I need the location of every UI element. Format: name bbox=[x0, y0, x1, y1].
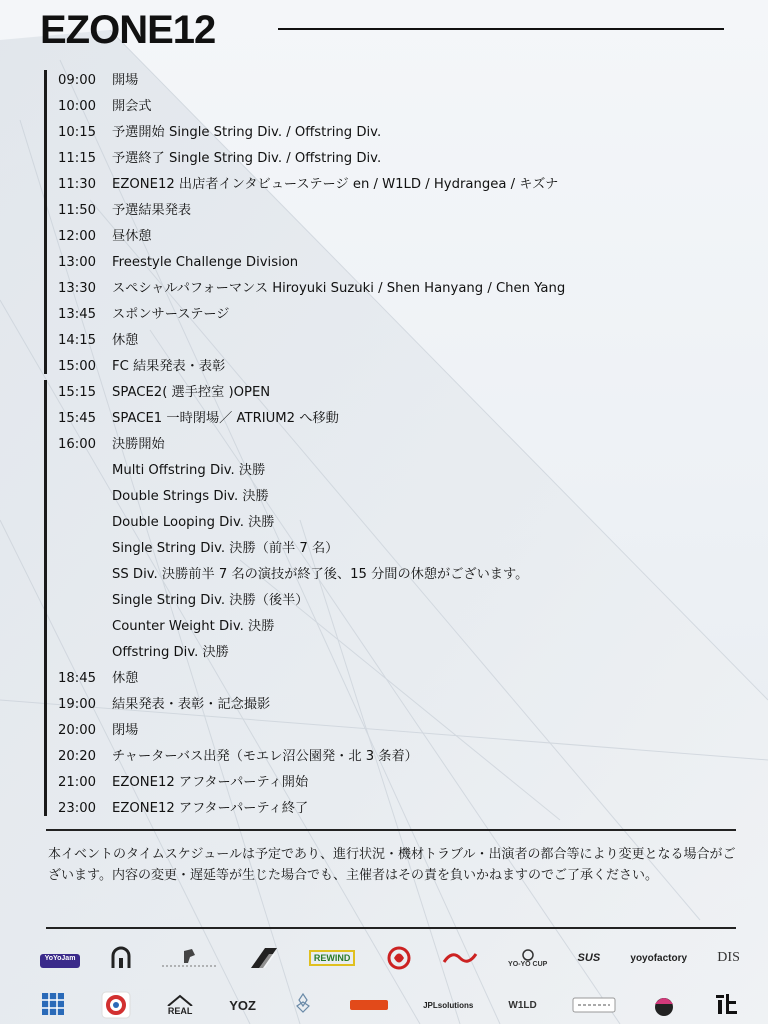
schedule-row bbox=[58, 432, 758, 458]
schedule-event: SPACE1 一時閉場／ ATRIUM2 へ移動 bbox=[112, 411, 339, 426]
schedule-row bbox=[58, 458, 758, 484]
schedule-bar-afternoon bbox=[44, 380, 47, 816]
schedule-row bbox=[58, 328, 758, 354]
schedule-row bbox=[58, 666, 758, 692]
schedule-row bbox=[58, 406, 758, 432]
schedule-time: 15:15 bbox=[58, 385, 97, 400]
schedule-row bbox=[58, 770, 758, 796]
schedule-time: 20:20 bbox=[58, 749, 97, 764]
schedule-bar-morning bbox=[44, 70, 47, 374]
spinworx-logo bbox=[350, 988, 388, 1022]
wing-logo bbox=[249, 940, 279, 976]
hydrangea-logo bbox=[291, 988, 315, 1022]
yoyofactory-logo: yoyofactory bbox=[630, 952, 688, 964]
schedule-time: 13:30 bbox=[58, 281, 97, 296]
schedule-row bbox=[58, 146, 758, 172]
schedule-time: 23:00 bbox=[58, 801, 97, 816]
schedule-row bbox=[58, 692, 758, 718]
schedule-row bbox=[58, 510, 758, 536]
schedule-event: Counter Weight Div. 決勝 bbox=[112, 619, 275, 634]
schedule-time: 15:45 bbox=[58, 411, 97, 426]
schedule-event: Double Strings Div. 決勝 bbox=[112, 489, 269, 504]
schedule-time: 19:00 bbox=[58, 697, 97, 712]
schedule-row bbox=[58, 380, 758, 406]
schedule-event: FC 結果発表・表彰 bbox=[112, 359, 226, 374]
schedule-row bbox=[58, 614, 758, 640]
schedule-row bbox=[58, 172, 758, 198]
schedule-event: SS Div. 決勝前半 7 名の演技が終了後、15 分間の休憩がございます。 bbox=[112, 567, 529, 582]
jpl-logo: JPLsolutions bbox=[423, 1000, 474, 1010]
sponsor-logo-row-1 bbox=[40, 940, 740, 976]
schedule-event: Single String Div. 決勝（後半） bbox=[112, 593, 309, 608]
schedule-event: 閉場 bbox=[112, 723, 139, 738]
schedule-row bbox=[58, 302, 758, 328]
cube-logo bbox=[40, 988, 66, 1022]
schedule-time: 20:00 bbox=[58, 723, 97, 738]
real-logo: REAL bbox=[166, 988, 194, 1022]
schedule-row bbox=[58, 224, 758, 250]
schedule-time: 21:00 bbox=[58, 775, 97, 790]
yoyojam-logo: YoYoJam bbox=[40, 940, 80, 976]
schedule-event: Offstring Div. 決勝 bbox=[112, 645, 229, 660]
dis-logo: DIS bbox=[717, 950, 740, 965]
schedule-event: Single String Div. 決勝（前半 7 名） bbox=[112, 541, 339, 556]
notice-rule-bottom bbox=[46, 927, 736, 929]
schedule-event: 開会式 bbox=[112, 99, 152, 114]
page-title: EZONE12 bbox=[40, 8, 216, 52]
schedule-event: スポンサーステージ bbox=[112, 307, 230, 322]
schedule-row bbox=[58, 94, 758, 120]
title-rule bbox=[278, 28, 724, 30]
sus-logo: SUS bbox=[577, 952, 601, 964]
schedule-event: 結果発表・表彰・記念撮影 bbox=[112, 697, 271, 712]
schedule-event: 開場 bbox=[112, 73, 139, 88]
kanji-seal-logo bbox=[712, 988, 740, 1022]
schedule-row bbox=[58, 796, 758, 822]
schedule-row bbox=[58, 640, 758, 666]
wild-logo: W1LD bbox=[508, 999, 537, 1011]
schedule-event: 決勝開始 bbox=[112, 437, 165, 452]
schedule-row bbox=[58, 744, 758, 770]
schedule-event: 予選結果発表 bbox=[112, 203, 192, 218]
fairy-crystal-logo bbox=[572, 988, 616, 1022]
schedule-row bbox=[58, 536, 758, 562]
schedule-event: チャーターバス出発（モエレ沼公園発・北 3 条着） bbox=[112, 749, 418, 764]
schedule-event: 休憩 bbox=[112, 671, 139, 686]
schedule-time: 15:00 bbox=[58, 359, 97, 374]
schedule-row bbox=[58, 718, 758, 744]
schedule-row bbox=[58, 562, 758, 588]
schedule-row bbox=[58, 120, 758, 146]
schedule-time: 10:15 bbox=[58, 125, 97, 140]
schedule-time: 12:00 bbox=[58, 229, 97, 244]
schedule-row bbox=[58, 484, 758, 510]
schedule-time: 11:15 bbox=[58, 151, 97, 166]
schedule-event: Freestyle Challenge Division bbox=[112, 255, 299, 270]
schedule-time: 13:00 bbox=[58, 255, 97, 270]
schedule-time: 16:00 bbox=[58, 437, 97, 452]
rewind-logo: REWIND bbox=[309, 940, 356, 976]
schedule-event: 休憩 bbox=[112, 333, 139, 348]
sponsor-logo-row-2 bbox=[40, 988, 740, 1022]
horse-logo bbox=[162, 940, 218, 976]
schedule-event: スペシャルパフォーマンス Hiroyuki Suzuki / Shen Hanyang / Chen Yang bbox=[112, 281, 566, 296]
schedule-event: 昼休憩 bbox=[112, 229, 152, 244]
schedule-time: 11:50 bbox=[58, 203, 97, 218]
disclaimer-notice: 本イベントのタイムスケジュールは予定であり、進行状況・機材トラブル・出演者の都合等により変更となる場合がございます。内容の変更・遅延等が生じた場合でも、主催者はその責を負いかねますのでご了承ください。 bbox=[48, 847, 736, 883]
schedule-event: Multi Offstring Div. 決勝 bbox=[112, 463, 266, 478]
schedule-time: 09:00 bbox=[58, 73, 97, 88]
schedule-time: 10:00 bbox=[58, 99, 97, 114]
schedule-event: EZONE12 アフターパーティ終了 bbox=[112, 801, 309, 816]
schedule-event: SPACE2( 選手控室 )OPEN bbox=[112, 385, 271, 400]
pink-cap-logo bbox=[651, 988, 677, 1022]
schedule-row bbox=[58, 198, 758, 224]
schedule-list bbox=[58, 68, 758, 822]
schedule-time: 11:30 bbox=[58, 177, 97, 192]
circle-red-logo bbox=[386, 940, 412, 976]
schedule-row bbox=[58, 68, 758, 94]
schedule-row bbox=[58, 588, 758, 614]
schedule-row bbox=[58, 354, 758, 380]
schedule-time: 14:15 bbox=[58, 333, 97, 348]
schedule-time: 18:45 bbox=[58, 671, 97, 686]
red-script-logo bbox=[442, 940, 478, 976]
schedule-event: Double Looping Div. 決勝 bbox=[112, 515, 275, 530]
schedule-row bbox=[58, 276, 758, 302]
schedule-event: EZONE12 出店者インタビューステージ en / W1LD / Hydrangea / キズナ bbox=[112, 177, 559, 192]
yoz-logo: YOZ bbox=[229, 997, 256, 1013]
notice-rule-top bbox=[46, 829, 736, 831]
schedule-row bbox=[58, 250, 758, 276]
schedule-event: EZONE12 アフターパーティ開始 bbox=[112, 775, 309, 790]
schedule-event: 予選終了 Single String Div. / Offstring Div. bbox=[112, 151, 382, 166]
arch-logo bbox=[110, 940, 132, 976]
q-circle-logo bbox=[101, 988, 131, 1022]
schedule-event: 予選開始 Single String Div. / Offstring Div. bbox=[112, 125, 382, 140]
schedule-time: 13:45 bbox=[58, 307, 97, 322]
yoyo-cup-logo: YO-YO CUP bbox=[508, 940, 547, 976]
